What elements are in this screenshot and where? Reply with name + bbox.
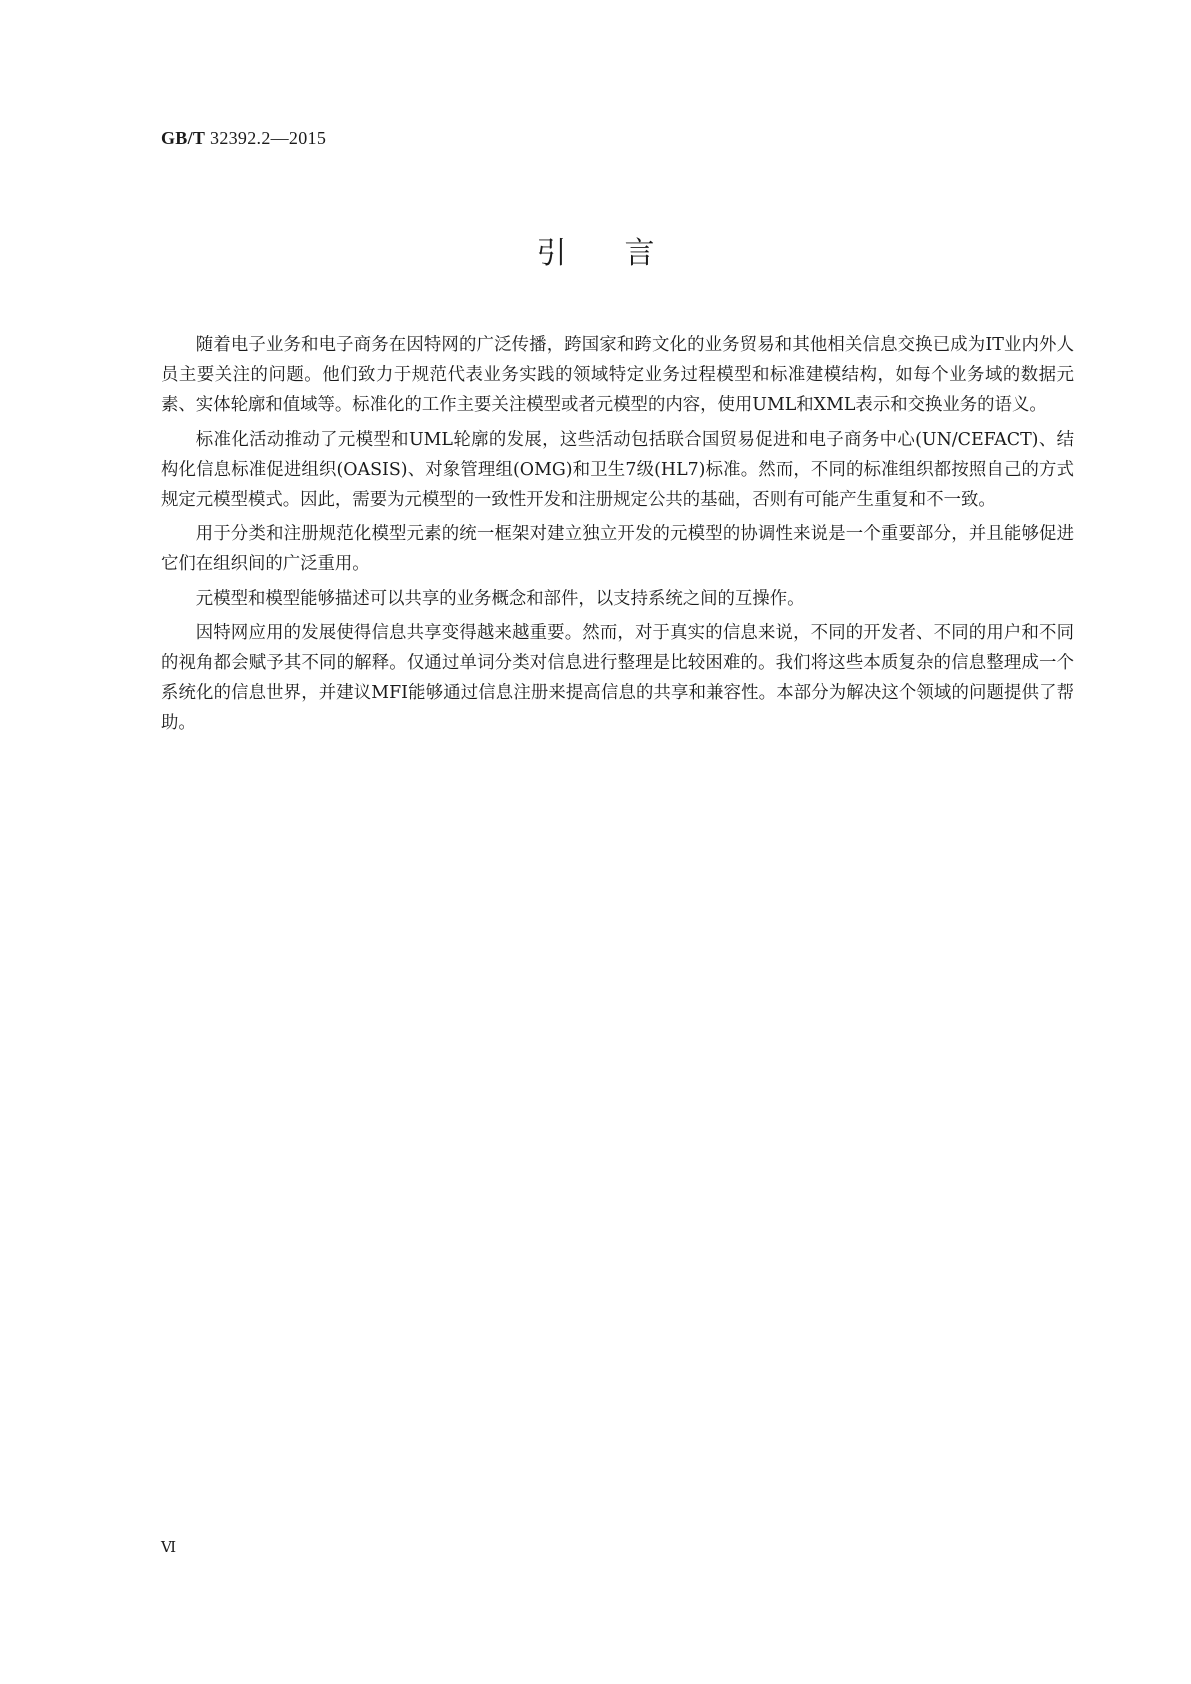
standard-code-prefix: GB/T	[161, 128, 206, 148]
paragraph-3: 用于分类和注册规范化模型元素的统一框架对建立独立开发的元模型的协调性来说是一个重要部分，并且能够促进它们在组织间的广泛重用。	[161, 524, 1074, 574]
paragraph-5: 因特网应用的发展使得信息共享变得越来越重要。然而，对于真实的信息来说，不同的开发者、不同的用户和不同的视角都会赋予其不同的解释。仅通过单词分类对信息进行整理是比较困难的。我们将这些本质复杂的信息整理成一个系统化的信息世界，并建议MFI能够通过信息注册来提高信息的共享和兼容性。本部分为解决这个领域的问题提供了帮助。	[161, 623, 1074, 733]
paragraph-1: 随着电子业务和电子商务在因特网的广泛传播，跨国家和跨文化的业务贸易和其他相关信息交换已成为IT业内外人员主要关注的问题。他们致力于规范代表业务实践的领域特定业务过程模型和标准建模结构，如每个业务域的数据元素、实体轮廓和值域等。标准化的工作主要关注模型或者元模型的内容，使用UML和XML表示和交换业务的语义。	[161, 335, 1074, 415]
standard-code	[161, 128, 326, 149]
paragraph-2: 标准化活动推动了元模型和UML轮廓的发展，这些活动包括联合国贸易促进和电子商务中心(UN/CEFACT)、结构化信息标准促进组织(OASIS)、对象管理组(OMG)和卫生7级(HL7)标准。然而，不同的标准组织都按照自己的方式规定元模型模式。因此，需要为元模型的一致性开发和注册规定公共的基础，否则有可能产生重复和不一致。	[161, 429, 1074, 510]
standard-code-number: 32392.2—2015	[205, 128, 327, 148]
page-title-char-2: 言	[624, 236, 655, 271]
paragraph-4: 元模型和模型能够描述可以共享的业务概念和部件，以支持系统之间的互操作。	[195, 588, 805, 609]
page-title	[0, 228, 1191, 272]
page-title-char-1: 引	[536, 236, 567, 271]
introduction-body	[161, 330, 1074, 743]
page-number: Ⅵ	[161, 1540, 177, 1556]
